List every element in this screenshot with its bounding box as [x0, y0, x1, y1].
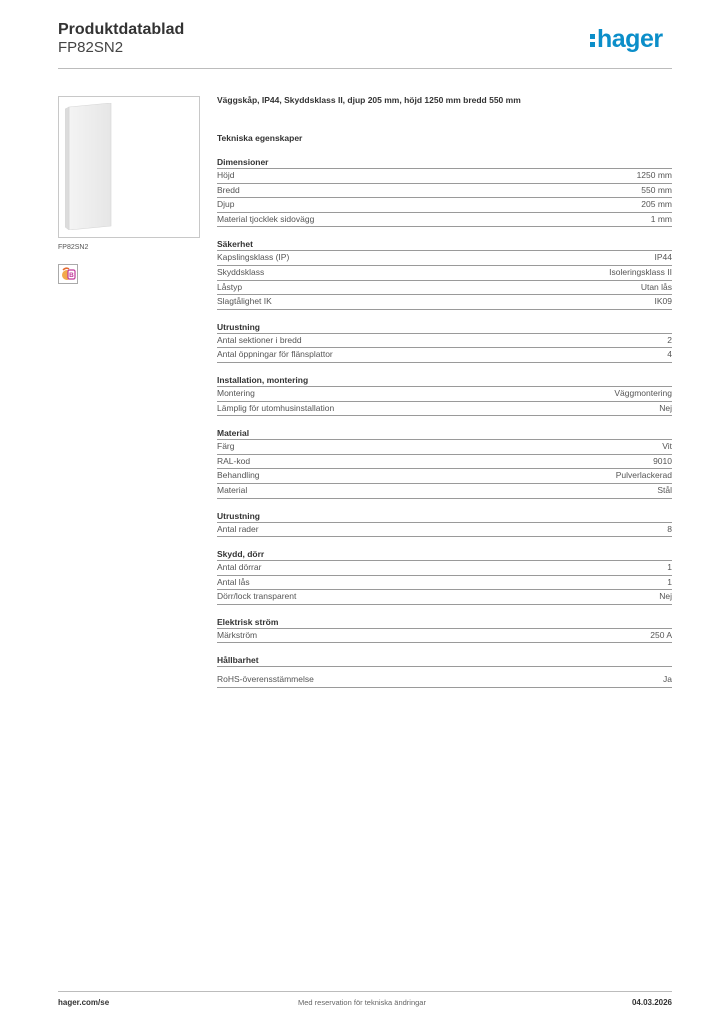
property-value: 550 mm	[641, 184, 672, 195]
property-label: Kapslingsklass (IP)	[217, 252, 290, 263]
property-label: Antal lås	[217, 576, 250, 587]
cabinet-image	[65, 103, 115, 230]
property-label: Färg	[217, 441, 235, 452]
property-label: Skyddsklass	[217, 266, 265, 277]
property-value: Ja	[663, 674, 672, 685]
property-value: 1	[667, 576, 672, 587]
tech-properties-heading: Tekniska egenskaper	[217, 133, 303, 143]
property-row	[217, 523, 672, 538]
section-title: Hållbarhet	[217, 654, 672, 667]
property-label: Material	[217, 484, 248, 495]
property-row	[217, 266, 672, 281]
property-row	[217, 387, 672, 402]
property-row	[217, 198, 672, 213]
property-value: 1 mm	[650, 213, 672, 224]
property-row	[217, 469, 672, 484]
property-row	[217, 440, 672, 455]
property-label: Låstyp	[217, 281, 243, 292]
property-row	[217, 561, 672, 576]
property-row	[217, 281, 672, 296]
property-row	[217, 169, 672, 184]
section-title: Utrustning	[217, 510, 672, 523]
property-value: IK09	[654, 296, 672, 307]
property-value: Nej	[659, 402, 672, 413]
eco-label-icon	[59, 265, 77, 283]
property-section	[217, 427, 672, 498]
property-row	[217, 348, 672, 363]
property-value: 1	[667, 562, 672, 573]
footer-website: hager.com/se	[58, 998, 110, 1007]
property-label: Antal dörrar	[217, 562, 262, 573]
logo-text: hager	[597, 25, 663, 53]
property-value: Väggmontering	[614, 387, 672, 398]
property-value: 205 mm	[641, 199, 672, 210]
property-value: Vit	[662, 441, 672, 452]
datasheet-content	[217, 95, 672, 699]
property-label: RoHS-överensstämmelse	[217, 674, 314, 685]
property-label: Montering	[217, 387, 255, 398]
section-title: Installation, montering	[217, 374, 672, 387]
property-row	[217, 673, 672, 688]
footer-divider	[58, 991, 672, 992]
property-row	[217, 402, 672, 417]
property-value: 250 A	[650, 629, 672, 640]
property-label: Antal sektioner i bredd	[217, 334, 302, 345]
header-divider	[58, 68, 672, 69]
property-label: Slagtålighet IK	[217, 296, 272, 307]
footer-date: 04.03.2026	[631, 998, 672, 1007]
page-title: Produktdatablad	[58, 21, 185, 38]
section-title: Material	[217, 427, 672, 440]
property-row	[217, 184, 672, 199]
property-row	[217, 251, 672, 266]
section-title: Elektrisk ström	[217, 616, 672, 629]
property-value: 2	[667, 334, 672, 345]
property-row	[217, 334, 672, 349]
section-title: Utrustning	[217, 321, 672, 334]
property-section	[217, 510, 672, 538]
property-label: Antal öppningar för flänsplattor	[217, 349, 333, 360]
property-label: Höjd	[217, 170, 235, 180]
property-label: Dörr/lock transparent	[217, 591, 297, 602]
property-section	[217, 548, 672, 605]
svg-text:B: B	[69, 272, 74, 280]
property-label: Antal rader	[217, 523, 259, 534]
footer-notice: Med reservation för tekniska ändringar	[298, 998, 426, 1007]
property-row	[217, 213, 672, 228]
property-row	[217, 295, 672, 310]
property-label: Lämplig för utomhusinstallation	[217, 402, 335, 413]
property-value: Pulverlackerad	[615, 470, 672, 481]
property-value: Isoleringsklass II	[609, 266, 672, 277]
product-image-caption: FP82SN2	[58, 244, 89, 251]
property-section	[217, 321, 672, 363]
property-label: Bredd	[217, 184, 240, 195]
properties-list	[217, 156, 672, 688]
property-value: Stål	[657, 484, 672, 495]
property-section	[217, 654, 672, 688]
product-code: FP82SN2	[58, 39, 124, 56]
property-value: 1250 mm	[636, 170, 672, 180]
section-title: Dimensioner	[217, 156, 672, 169]
property-value: Utan lås	[640, 281, 672, 292]
property-label: RAL-kod	[217, 455, 251, 466]
section-title: Säkerhet	[217, 238, 672, 251]
property-row	[217, 629, 672, 644]
property-label: Djup	[217, 199, 235, 210]
property-value: 8	[667, 523, 672, 534]
property-row	[217, 455, 672, 470]
property-label: Märkström	[217, 629, 258, 640]
property-row	[217, 590, 672, 605]
section-title: Skydd, dörr	[217, 548, 672, 561]
eco-label-badge	[58, 264, 78, 284]
property-label: Material tjocklek sidovägg	[217, 213, 315, 224]
property-value: IP44	[654, 252, 672, 263]
property-section	[217, 374, 672, 416]
hager-logo	[590, 27, 663, 52]
property-section	[217, 616, 672, 644]
property-value: 9010	[653, 455, 672, 466]
property-value: Nej	[659, 591, 672, 602]
property-row	[217, 484, 672, 499]
logo-colon-mark	[590, 32, 596, 48]
property-row	[217, 576, 672, 591]
property-label: Behandling	[217, 470, 260, 481]
property-section	[217, 238, 672, 309]
product-description: Väggskåp, IP44, Skyddsklass II, djup 205 mm, höjd 1250 mm bredd 550 mm	[217, 95, 521, 105]
property-section	[217, 156, 672, 227]
property-value: 4	[667, 349, 672, 360]
